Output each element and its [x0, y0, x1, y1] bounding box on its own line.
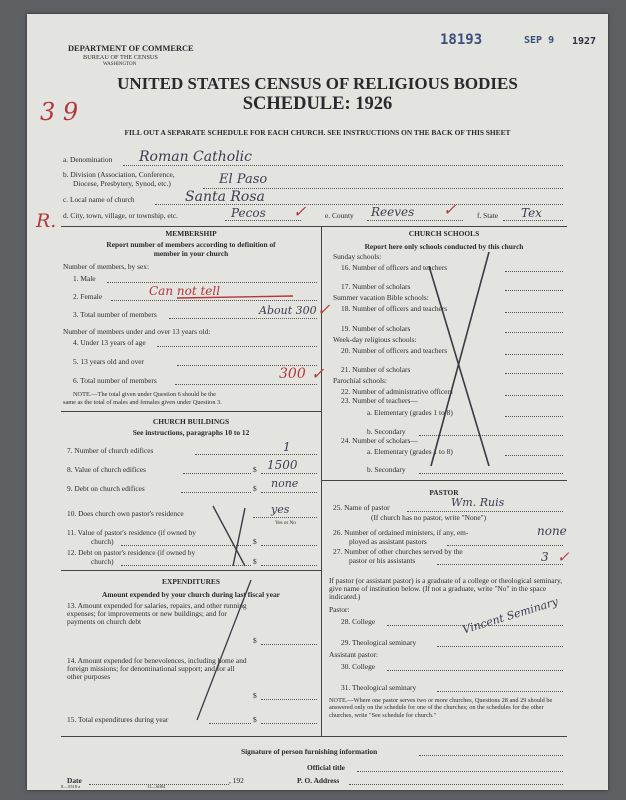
q26-value: none: [537, 524, 567, 538]
q15-dollar: $: [253, 715, 257, 724]
q12-label: 12. Debt on pastor's residence (if owned by: [67, 548, 196, 557]
q29-value: Vincent Seminary: [461, 595, 560, 637]
q8-label: 8. Value of church edifices: [67, 465, 146, 474]
bureau-label: BUREAU OF THE CENSUS: [83, 54, 158, 61]
division-value: El Paso: [219, 172, 268, 187]
membership-note-1: Report number of members according to definition of: [106, 240, 276, 249]
county-label: e. County: [325, 211, 354, 220]
q6-label: 6. Total number of members: [73, 376, 157, 385]
q8-value: 1500: [267, 458, 298, 472]
q27-label-2: pastor or his assistants: [349, 556, 416, 565]
q23-label: 23. Number of teachers—: [341, 396, 418, 405]
q10-value: yes: [271, 503, 290, 516]
check-mark-q6: ✓: [311, 364, 325, 383]
q18-label: 18. Number of officers and teachers: [341, 304, 448, 313]
membership-footnote-2: same as the total of males and females given under Question 3.: [63, 399, 222, 406]
q4-label: 4. Under 13 years of age: [73, 338, 146, 347]
department-label: DEPARTMENT OF COMMERCE: [68, 44, 194, 53]
denomination-label: a. Denomination: [63, 155, 113, 164]
print-number: 11—6084: [147, 784, 166, 789]
form-subtitle: SCHEDULE: 1926: [242, 94, 393, 114]
q23b-label: b. Secondary: [367, 427, 406, 436]
q29-label: 29. Theological seminary: [341, 638, 417, 647]
check-mark-q27: ✓: [557, 548, 570, 566]
q27-value: 3: [541, 550, 549, 564]
age-heading: Number of members under and over 13 years old:: [63, 327, 211, 336]
q9-value: none: [271, 477, 299, 490]
q10-label: 10. Does church own pastor's residence: [67, 509, 184, 518]
state-label: f. State: [477, 211, 498, 220]
stamp-number: 18193: [440, 32, 483, 48]
q6-value: 300: [279, 366, 306, 382]
summer-label: Summer vacation Bible schools:: [333, 293, 429, 302]
q7-value: 1: [283, 440, 291, 454]
instruction-line: FILL OUT A SEPARATE SCHEDULE FOR EACH CHURCH. SEE INSTRUCTIONS ON THE BACK OF THIS SHEET: [124, 128, 511, 137]
expenditures-sub: Amount expended by your church during last fiscal year: [102, 590, 280, 599]
q24-label: 24. Number of scholars—: [341, 436, 418, 445]
weekday-label: Week-day religious schools:: [333, 335, 417, 344]
q15-label: 15. Total expenditures during year: [67, 715, 169, 724]
q2-label: 2. Female: [73, 292, 103, 301]
sunday-label: Sunday schools:: [333, 252, 382, 261]
denomination-value: Roman Catholic: [139, 149, 252, 165]
po-address-label: P. O. Address: [297, 776, 340, 785]
q25-value: Wm. Ruis: [451, 496, 505, 509]
city-value: Pecos: [231, 206, 266, 220]
q9-dollar: $: [253, 484, 257, 493]
q16-label: 16. Number of officers and teachers: [341, 263, 448, 272]
expenditures-heading: EXPENDITURES: [162, 577, 220, 586]
q11-dollar: $: [253, 537, 257, 546]
census-schedule-sheet: [27, 14, 608, 790]
pencil-cancel-marks: [27, 14, 608, 790]
graduate-note: If pastor (or assistant pastor) is a graduate of a college or theological seminary, give name of institution below. (If not a graduate, write "No" in the space indicated.): [329, 576, 563, 602]
division-label: b. Division (Association, Conference,: [63, 170, 175, 179]
q20-label: 20. Number of officers and teachers: [341, 346, 448, 355]
q14-label: 14. Amount expended for benevolences, including home and foreign missions; for denominational support; and for all other purposes: [67, 656, 247, 682]
local-name-label: c. Local name of church: [63, 195, 135, 204]
q10-hint: Yes or No: [275, 520, 296, 526]
pastor-label: Pastor:: [329, 605, 350, 614]
q28-label: 28. College: [341, 617, 376, 626]
q21-label: 21. Number of scholars: [341, 365, 411, 374]
division-label-2: Diocese, Presbytery, Synod, etc.): [73, 179, 171, 188]
q17-label: 17. Number of scholars: [341, 282, 411, 291]
q12-label-2: church): [91, 557, 114, 566]
q23a-label: a. Elementary (grades 1 to 8): [367, 408, 453, 417]
city-label: WASHINGTON: [103, 62, 137, 67]
q26-label: 26. Number of ordained ministers, if any, em-: [333, 528, 469, 537]
form-number: 8—5518 a: [61, 784, 81, 789]
membership-footnote-1: NOTE.—The total given under Question 6 should be the: [73, 391, 216, 398]
q14-dollar: $: [253, 691, 257, 700]
q24a-label: a. Elementary (grades 1 to 8): [367, 447, 453, 456]
city-label-d: d. City, town, village, or township, etc.: [63, 211, 178, 220]
official-title-label: Official title: [307, 763, 345, 772]
state-value: Tex: [521, 206, 542, 220]
q5-label: 5. 13 years old and over: [73, 357, 145, 366]
membership-heading: MEMBERSHIP: [165, 229, 217, 238]
q30-label: 30. College: [341, 662, 376, 671]
local-name-value: Santa Rosa: [185, 189, 265, 205]
date-label: Date: [67, 776, 82, 785]
q13-dollar: $: [253, 636, 257, 645]
schools-heading: CHURCH SCHOOLS: [408, 229, 480, 238]
q13-label: 13. Amount expended for salaries, repairs, and other running expenses; for improvements or new buildings; and for payments on church debt: [67, 601, 247, 627]
buildings-sub: See instructions, paragraphs 10 to 12: [132, 428, 250, 437]
q8-dollar: $: [253, 465, 257, 474]
form-title: UNITED STATES CENSUS OF RELIGIOUS BODIES: [117, 74, 518, 93]
check-mark-q3: ✓: [317, 300, 331, 319]
date-year: , 192: [229, 776, 244, 785]
q25-hint: (If church has no pastor, write "None"): [371, 513, 487, 522]
q11-label: 11. Value of pastor's residence (if owned by: [67, 528, 196, 537]
q9-label: 9. Debt on church edifices: [67, 484, 145, 493]
check-mark-city: ✓: [293, 202, 307, 221]
q19-label: 19. Number of scholars: [341, 324, 411, 333]
schools-sub: Report here only schools conducted by this church: [364, 242, 524, 251]
stamp-year: 1927: [572, 36, 597, 47]
assistant-label: Assistant pastor:: [329, 650, 379, 659]
members-by-sex-label: Number of members, by sex:: [63, 262, 149, 271]
q3-label: 3. Total number of members: [73, 310, 157, 319]
signature-label: Signature of person furnishing information: [241, 747, 378, 756]
q7-label: 7. Number of church edifices: [67, 446, 154, 455]
q2-value: Can not tell: [149, 284, 221, 298]
pastor-heading: PASTOR: [429, 488, 459, 497]
county-value: Reeves: [371, 205, 415, 219]
q1-label: 1. Male: [73, 274, 96, 283]
buildings-heading: CHURCH BUILDINGS: [152, 417, 230, 426]
stamp-date: SEP 9: [524, 35, 555, 46]
q26-label-2: ployed as assistant pastors: [349, 537, 427, 546]
q25-label: 25. Name of pastor: [333, 503, 390, 512]
pastor-note: NOTE.—Where one pastor serves two or more churches, Questions 28 and 29 should be answered only on the schedule for one of the churches; on the schedules for the other churches, write "See schedule for church.": [329, 697, 553, 719]
q22-label: 22. Number of administrative officers: [341, 387, 453, 396]
parochial-label: Parochial schools:: [333, 376, 387, 385]
membership-note-2: member in your church: [153, 249, 229, 258]
q27-label: 27. Number of other churches served by the: [333, 547, 463, 556]
q24b-label: b. Secondary: [367, 465, 406, 474]
margin-letter: R.: [36, 210, 57, 232]
margin-number: 3 9: [40, 98, 79, 126]
q12-dollar: $: [253, 557, 257, 566]
q31-label: 31. Theological seminary: [341, 683, 417, 692]
q3-value: About 300: [259, 304, 317, 317]
check-mark-county: ✓: [443, 200, 457, 219]
q11-label-2: church): [91, 537, 114, 546]
